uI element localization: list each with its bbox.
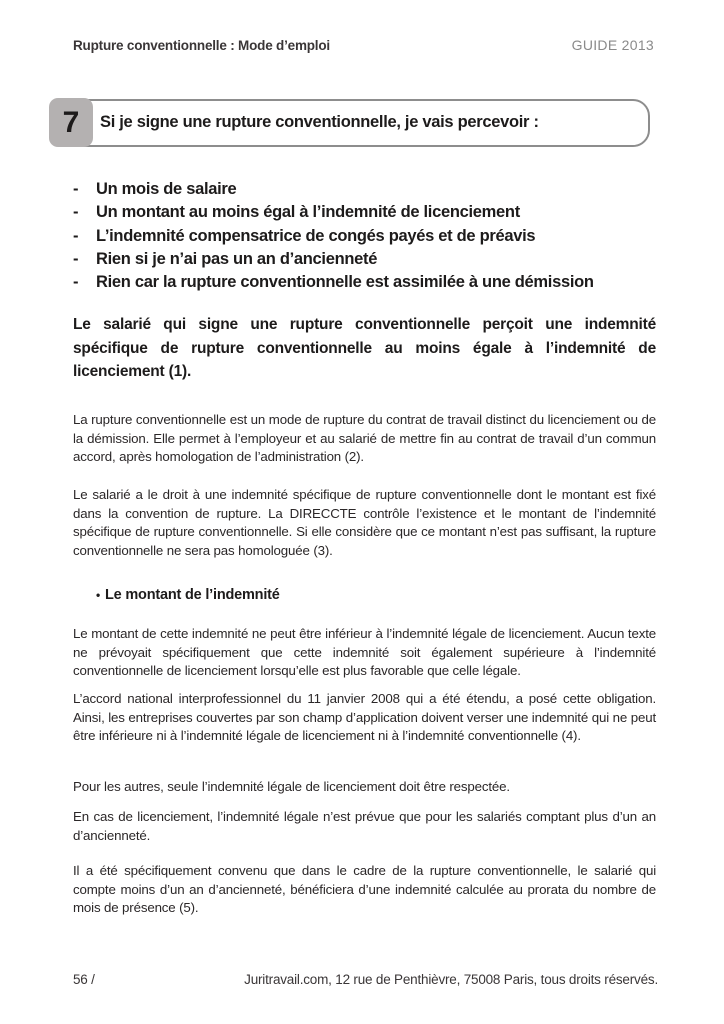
body-paragraph: La rupture conventionnelle est un mode de rupture du contrat de travail distinct du licenciement ou de la démission. Elle permet à l’employeur et au salarié de mettre fin au contrat de travail d’un commun accord, après homologation de l’administration (2). (73, 412, 656, 465)
body-paragraph: Il a été spécifiquement convenu que dans le cadre de la rupture conventionnelle, le salarié qui compte moins d’un an d’ancienneté, bénéficiera d’une indemnité calculée au prorata du nombre de mois de présence (5). (73, 863, 656, 916)
body-paragraph: L’accord national interprofessionnel du 11 janvier 2008 qui a été étendu, a posé cette obligation. Ainsi, les entreprises couvertes par son champ d’application doivent verser une indemnité qui ne peut être inférieure ni à l’indemnité légale de licenciement ni à l’indemnité conventionnelle (4). (73, 691, 656, 744)
list-dash-marker: - (73, 180, 79, 198)
body-paragraph: En cas de licenciement, l’indemnité légale n’est prévue que pour les salariés comptant plus d’un an d’ancienneté. (73, 809, 656, 843)
list-item (73, 178, 659, 201)
body-paragraph: Le montant de cette indemnité ne peut être inférieur à l’indemnité légale de licenciement. Aucun texte ne prévoyait spécifiquement que cette indemnité soit également supérieure à l’indemnité conventionnelle de licenciement lorsqu’elle est plus favorable que celle légale. (73, 626, 656, 679)
list-item-text: Un montant au moins égal à l’indemnité de licenciement (96, 203, 520, 222)
footer-address: Juritravail.com, 12 rue de Penthièvre, 75008 Paris, tous droits réservés. (244, 972, 658, 987)
question-title: Si je signe une rupture conventionnelle, je vais percevoir : (100, 113, 539, 131)
lead-answer-paragraph: Le salarié qui signe une rupture conventionnelle perçoit une indemnité spécifique de rupture conventionnelle au moins égale à l’indemnité de licenciement (1). (73, 316, 656, 380)
question-box (49, 98, 650, 147)
page-number: 56 / (73, 972, 95, 987)
section-heading (96, 587, 280, 603)
section-heading-text: Le montant de l’indemnité (105, 587, 280, 603)
answer-options-list (73, 178, 659, 294)
list-dash-marker: - (73, 273, 79, 292)
list-item (73, 201, 659, 224)
page-footer (73, 972, 658, 987)
list-item-text: Rien car la rupture conventionnelle est assimilée à une démission (96, 273, 594, 292)
question-number-badge: 7 (49, 98, 93, 147)
header-title: Rupture conventionnelle : Mode d’emploi (73, 38, 330, 53)
header-edition: GUIDE 2013 (571, 37, 654, 53)
list-item (73, 248, 659, 271)
body-paragraph: Le salarié a le droit à une indemnité spécifique de rupture conventionnelle dont le montant est fixé dans la convention de rupture. La DIRECCTE contrôle l’existence et le montant de l’indemnité spécifique de rupture conventionnelle. Si elle considère que ce montant n’est pas suffisant, la rupture conventionnelle ne sera pas homologuée (3). (73, 487, 656, 559)
list-item-text: Rien si je n’ai pas un an d’ancienneté (96, 249, 378, 268)
list-dash-marker: - (73, 203, 79, 222)
list-item (73, 225, 659, 248)
list-item-text: Un mois de salaire (96, 180, 237, 198)
list-item (73, 271, 659, 294)
list-item-text: L’indemnité compensatrice de congés payés et de préavis (96, 226, 536, 245)
list-dash-marker: - (73, 249, 79, 268)
page-header (73, 37, 654, 53)
bullet-icon: • (96, 588, 101, 602)
body-paragraph: Pour les autres, seule l’indemnité légale de licenciement doit être respectée. (73, 779, 510, 794)
list-dash-marker: - (73, 226, 79, 245)
